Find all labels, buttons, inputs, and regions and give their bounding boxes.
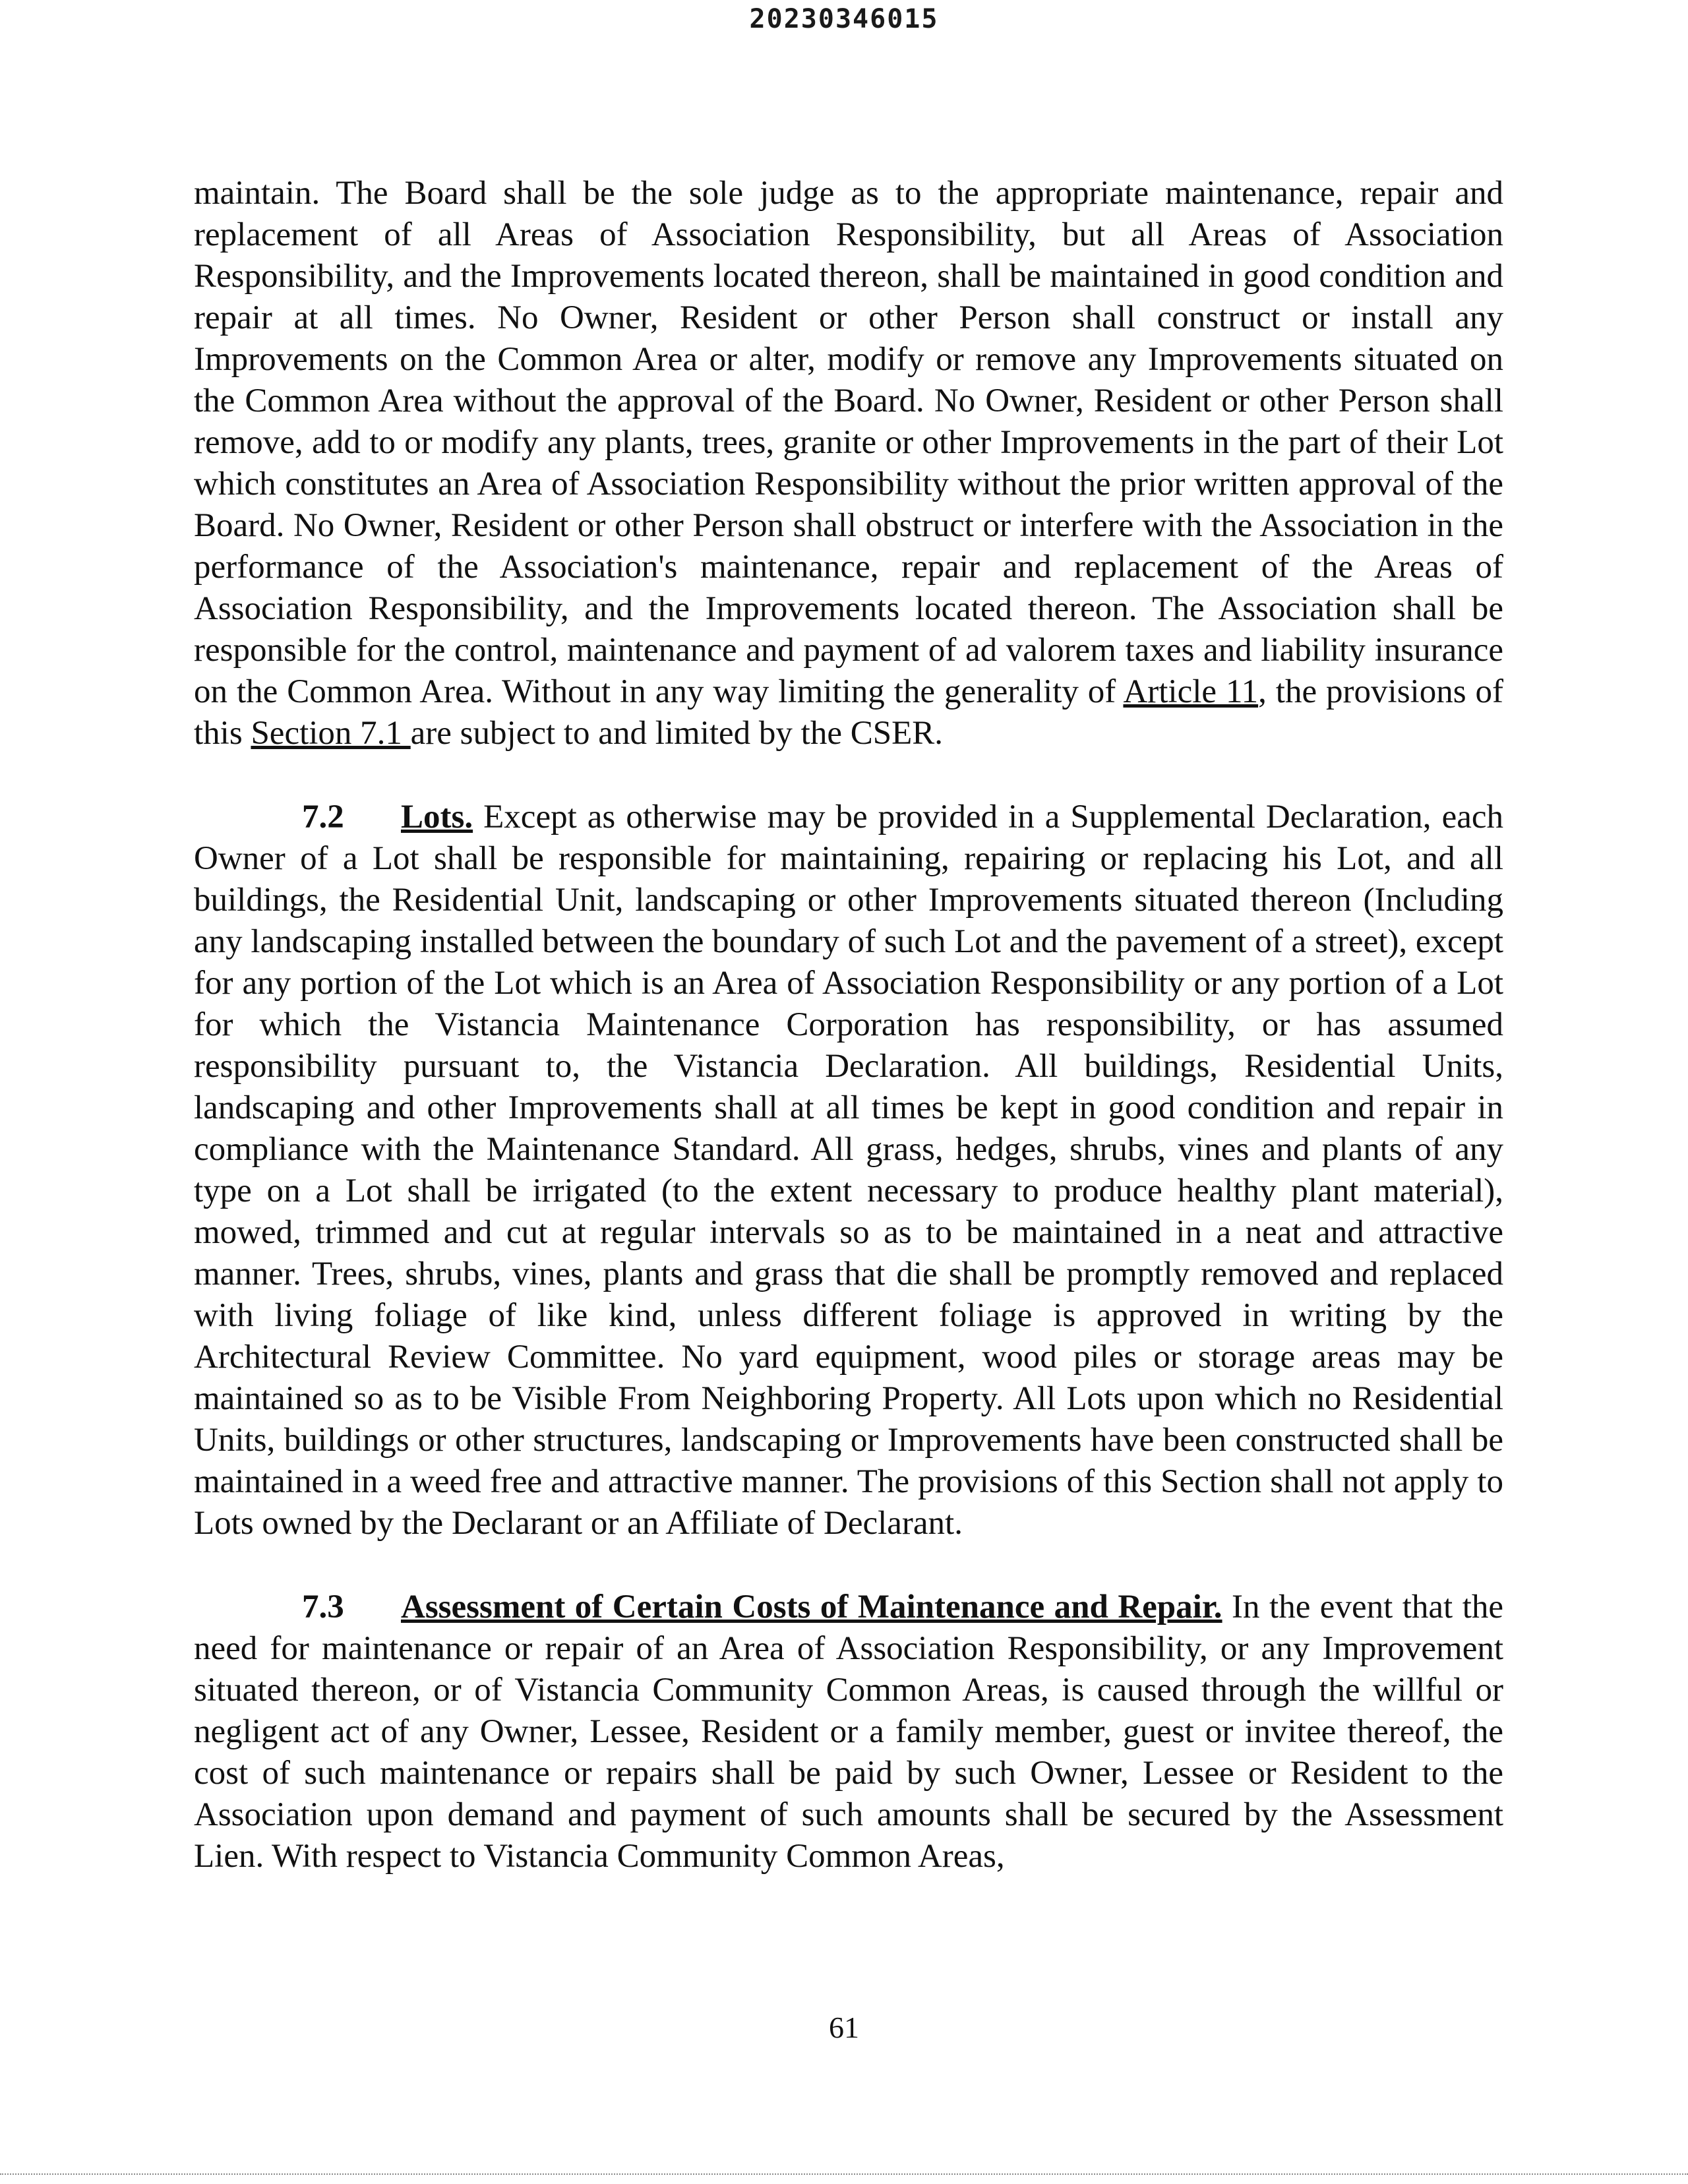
- section-title: Assessment of Certain Costs of Maintenance and Repair.: [401, 1589, 1222, 1625]
- section-7-3: [194, 1587, 1503, 1877]
- section-text: Except as otherwise may be provided in a Supplemental Declaration, each Owner of a Lot shall be responsible for maintaining, repairing or replacing his Lot, and all buildings, the Residential Unit, landscaping or other Improvements situated thereon (Including any landscaping installed between the boundary of such Lot and the pavement of a street), except for any portion of the Lot which is an Area of Association Responsibility or any portion of a Lot for which the Vistancia Maintenance Corporation has responsibility, or has assumed responsibility pursuant to, the Vistancia Declaration. All buildings, Residential Units, landscaping and other Improvements shall at all times be kept in good condition and repair in compliance with the Maintenance Standard. All grass, hedges, shrubs, vines and plants of any type on a Lot shall be irrigated (to the extent necessary to produce healthy plant material), mowed, trimmed and cut at regular intervals so as to be maintained in a neat and attractive manner. Trees, shrubs, vines, plants and grass that die shall be promptly removed and replaced with living foliage of like kind, unless different foliage is approved in writing by the Architectural Review Committee. No yard equipment, wood piles or storage areas may be maintained so as to be Visible From Neighboring Property. All Lots upon which no Residential Units, buildings or other structures, landscaping or Improvements have been constructed shall be maintained in a weed free and attractive manner. The provisions of this Section shall not apply to Lots owned by the Declarant or an Affiliate of Declarant.: [194, 799, 1503, 1542]
- section-7-2: [194, 797, 1503, 1544]
- bottom-scan-edge: [0, 2173, 1688, 2175]
- section-number: 7.2: [302, 799, 344, 835]
- section-text: In the event that the need for maintenance or repair of an Area of Association Responsibility, or any Improvement situated thereon, or of Vistancia Community Common Areas, is caused through the willful or negligent act of any Owner, Lessee, Resident or a family member, guest or invitee thereof, the cost of such maintenance or repairs shall be paid by such Owner, Lessee or Resident to the Association upon demand and payment of such amounts shall be secured by the Assessment Lien. With respect to Vistancia Community Common Areas,: [194, 1589, 1504, 1875]
- section-title: Lots.: [401, 799, 473, 835]
- page-number: 61: [829, 2011, 859, 2044]
- section-number: 7.3: [302, 1589, 344, 1625]
- article-11-reference: Article 11: [1123, 673, 1259, 710]
- paragraph-text: maintain. The Board shall be the sole judge as to the appropriate maintenance, repair and replacement of all Areas of Association Responsibility, but all Areas of Association Responsibility, and the Improvements located thereon, shall be maintained in good condition and repair at all times. No Owner, Resident or other Person shall construct or install any Improvements on the Common Area or alter, modify or remove any Improvements situated on the Common Area without the approval of the Board. No Owner, Resident or other Person shall remove, add to or modify any plants, trees, granite or other Improvements in the part of their Lot which constitutes an Area of Association Responsibility without the prior written approval of the Board. No Owner, Resident or other Person shall obstruct or interfere with the Association in the performance of the Association's maintenance, repair and replacement of the Areas of Association Responsibility, and the Improvements located thereon. The Association shall be responsible for the control, maintenance and payment of ad valorem taxes and liability insurance on the Common Area. Without in any way limiting the generality of: [194, 175, 1503, 710]
- paragraph-text: , the provisions of this: [194, 673, 1503, 752]
- paragraph-text: are subject to and limited by the CSER.: [410, 715, 944, 752]
- document-number: 20230346015: [749, 4, 939, 34]
- section-7-1-reference: Section 7.1: [251, 715, 411, 752]
- page-body: [194, 173, 1503, 1920]
- paragraph-7-1-continued: [194, 173, 1503, 754]
